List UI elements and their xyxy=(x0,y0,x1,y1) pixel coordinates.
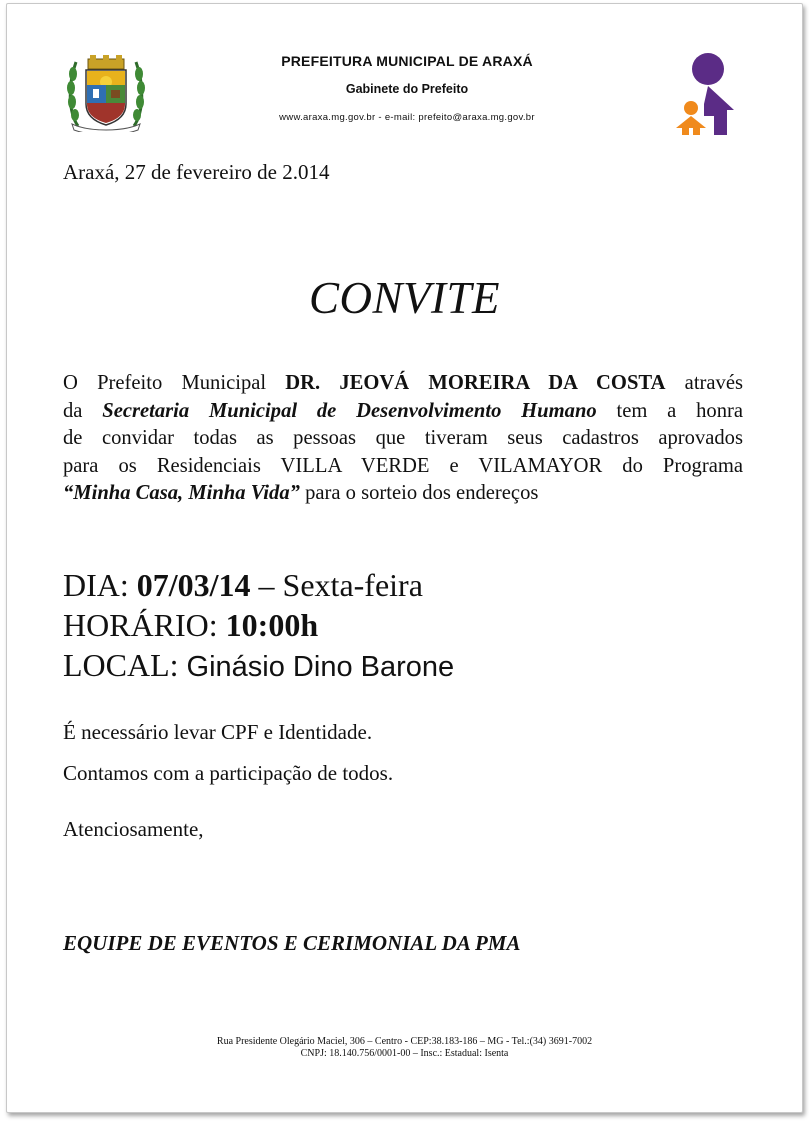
paragraph-text: tem a honra xyxy=(596,399,743,422)
event-time xyxy=(63,605,318,645)
municipal-coat-of-arms-icon xyxy=(64,54,148,132)
documents-note: É necessário levar CPF e Identidade. xyxy=(63,720,373,744)
closing-note: Atenciosamente, xyxy=(63,817,204,841)
invitation-paragraph xyxy=(63,370,743,508)
paragraph-line-2 xyxy=(63,398,743,426)
footer xyxy=(0,1036,809,1060)
header-subtitle: Gabinete do Prefeito xyxy=(345,82,469,96)
event-location-value: Ginásio Dino Barone xyxy=(186,651,455,683)
paragraph-line-5 xyxy=(63,480,743,508)
paragraph-text: através xyxy=(665,372,743,394)
event-date-label: DIA: xyxy=(63,567,137,603)
date-line: Araxá, 27 de fevereiro de 2.014 xyxy=(63,160,330,184)
event-location-label: LOCAL: xyxy=(63,647,187,683)
secretariat-name: Secretaria Municipal de Desenvolvimento Humano xyxy=(102,399,597,422)
event-date-value: 07/03/14 xyxy=(136,567,251,603)
program-name: “Minha Casa, Minha Vida” xyxy=(63,482,300,504)
event-time-value: 10:00h xyxy=(225,607,319,643)
event-time-label: HORÁRIO: xyxy=(63,607,226,643)
invitation-heading: CONVITE xyxy=(308,273,500,323)
event-weekday: – Sexta-feira xyxy=(250,567,423,603)
signature: EQUIPE DE EVENTOS E CERIMONIAL DA PMA xyxy=(63,931,521,955)
paragraph-text: da xyxy=(63,399,103,422)
event-location xyxy=(63,645,454,687)
thanks-note: Contamos com a participação de todos. xyxy=(63,761,394,785)
footer-address: Rua Presidente Olegário Maciel, 306 – Centro - CEP:38.183-186 – MG - Tel.:(34) 3691-7002 xyxy=(216,1036,593,1047)
family-logo-icon xyxy=(674,52,740,138)
paragraph-text: O Prefeito Municipal xyxy=(63,372,286,394)
paragraph-line-3: de convidar todas as pessoas que tiveram seus cadastros aprovados xyxy=(63,427,743,449)
footer-cnpj: CNPJ: 18.140.756/0001-00 – Insc.: Estadual: Isenta xyxy=(300,1048,509,1059)
header-contact: www.araxa.mg.gov.br - e-mail: prefeito@araxa.mg.gov.br xyxy=(279,112,535,123)
mayor-name: DR. JEOVÁ MOREIRA DA COSTA xyxy=(285,372,666,394)
header-title: PREFEITURA MUNICIPAL DE ARAXÁ xyxy=(281,53,533,69)
paragraph-line-4: para os Residenciais VILLA VERDE e VILAMAYOR do Programa xyxy=(63,454,743,477)
event-date xyxy=(63,565,423,605)
paragraph-text: para o sorteio dos endereços xyxy=(299,482,539,504)
paragraph-line-1 xyxy=(63,370,743,398)
